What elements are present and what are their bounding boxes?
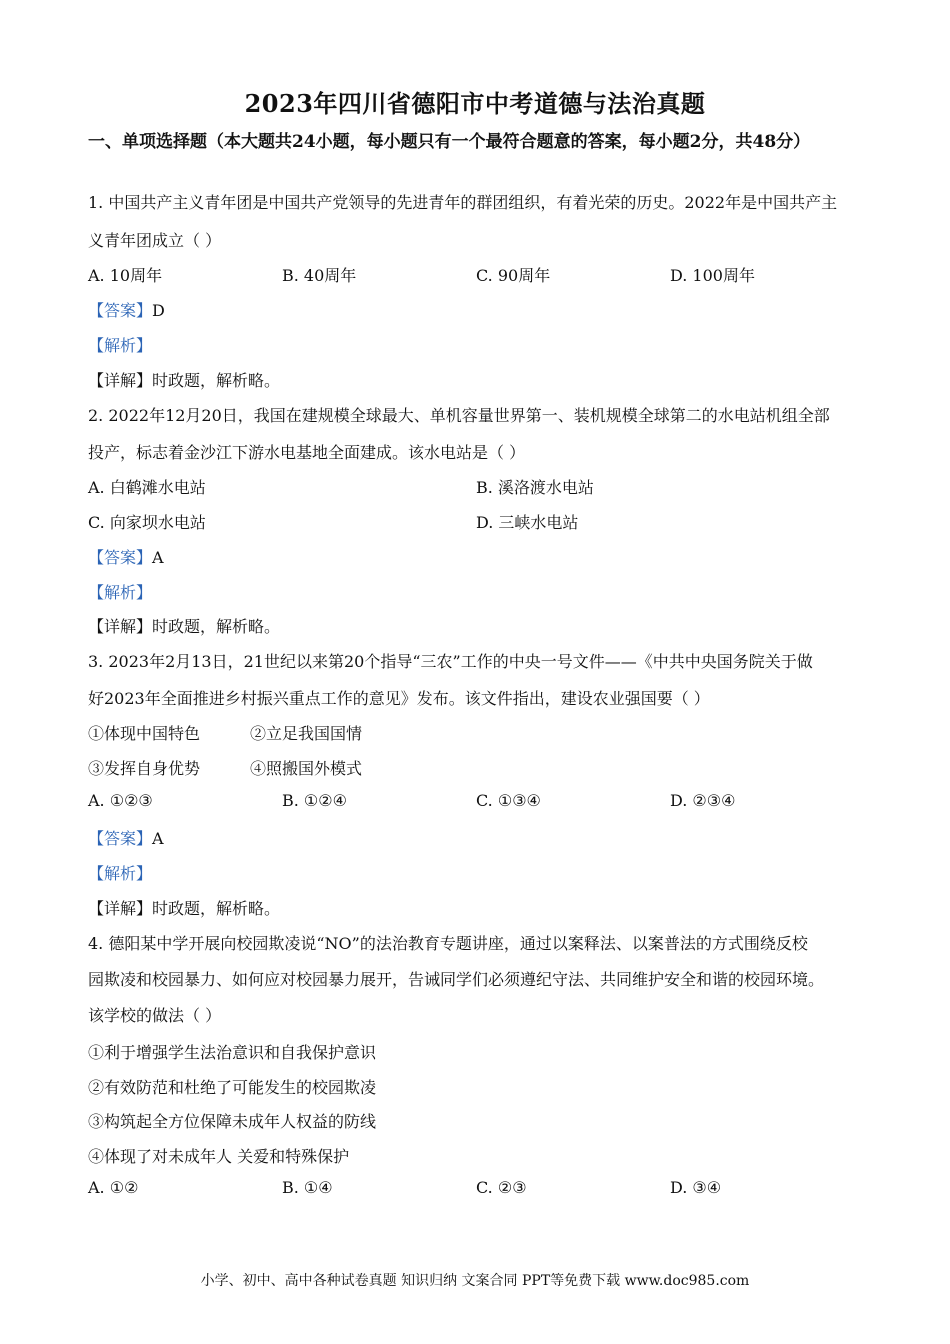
q1-option-d: D. 100周年 — [670, 266, 755, 285]
q3-item-4: ④照搬国外模式 — [250, 759, 363, 778]
q1-answer — [88, 298, 165, 321]
q4-stem-line-2: 园欺凌和校园暴力、如何应对校园暴力展开，告诫同学们必须遵纪守法、共同维护安全和谐的校园环境。 — [88, 970, 825, 989]
detail-tag: 【详解】 — [88, 371, 153, 390]
q4-option-d: D. ③④ — [670, 1178, 722, 1197]
q2-option-c: C. 向家坝水电站 — [88, 513, 206, 532]
q3-option-d: D. ②③④ — [670, 791, 736, 810]
q2-stem-line-1: 2. 2022年12月20日，我国在建规模全球最大、单机容量世界第一、装机规模全球第二的水电站机组全部 — [88, 406, 830, 425]
q1-option-c: C. 90周年 — [476, 266, 551, 285]
q1-detail-text: 时政题，解析略。 — [152, 371, 281, 390]
q4-option-a: A. ①② — [88, 1178, 139, 1197]
answer-tag: 【答案】 — [88, 548, 153, 567]
q4-stem-line-1: 4. 德阳某中学开展向校园欺凌说“NO”的法治教育专题讲座，通过以案释法、以案普法的方式围绕反校 — [88, 934, 808, 953]
page-title: 2023年四川省德阳市中考道德与法治真题 — [244, 89, 706, 118]
q1-stem-line-1: 1. 中国共产主义青年团是中国共产党领导的先进青年的群团组织，有着光荣的历史。2022年是中国共产主 — [88, 193, 838, 212]
section-heading: 一、单项选择题（本大题共24小题，每小题只有一个最符合题意的答案，每小题2分，共48分） — [88, 132, 811, 152]
q2-option-b: B. 溪洛渡水电站 — [476, 478, 594, 497]
q3-answer-value: A — [152, 829, 164, 848]
q2-detail-text: 时政题，解析略。 — [152, 617, 281, 636]
q2-detail — [88, 614, 280, 637]
q4-stem-line-3: 该学校的做法（ ） — [88, 1006, 222, 1025]
q3-answer — [88, 826, 164, 849]
q1-stem-line-2: 义青年团成立（ ） — [88, 231, 222, 250]
detail-tag: 【详解】 — [88, 617, 153, 636]
q3-option-a: A. ①②③ — [88, 791, 153, 810]
q3-option-b: B. ①②④ — [282, 791, 347, 810]
q4-option-c: C. ②③ — [476, 1178, 527, 1197]
q1-analysis-tag: 【解析】 — [88, 336, 153, 355]
q3-option-c: C. ①③④ — [476, 791, 541, 810]
q4-item-3: ③构筑起全方位保障未成年人权益的防线 — [88, 1112, 377, 1131]
q2-option-a: A. 白鹤滩水电站 — [88, 478, 206, 497]
q3-stem-line-2: 好2023年全面推进乡村振兴重点工作的意见》发布。该文件指出，建设农业强国要（ ） — [88, 689, 710, 708]
footer-text: 小学、初中、高中各种试卷真题 知识归纳 文案合同 PPT等免费下载 www.doc985.com — [200, 1273, 750, 1289]
q3-item-3: ③发挥自身优势 — [88, 759, 201, 778]
q3-item-2: ②立足我国国情 — [250, 724, 363, 743]
answer-tag: 【答案】 — [88, 829, 153, 848]
q2-analysis-tag: 【解析】 — [88, 583, 153, 602]
q2-stem-line-2: 投产，标志着金沙江下游水电基地全面建成。该水电站是（ ） — [88, 443, 526, 462]
q1-option-a: A. 10周年 — [88, 266, 163, 285]
q4-item-4: ④体现了对未成年人 关爱和特殊保护 — [88, 1147, 350, 1166]
q2-answer — [88, 545, 164, 568]
q2-answer-value: A — [152, 548, 164, 567]
answer-tag: 【答案】 — [88, 301, 153, 320]
detail-tag: 【详解】 — [88, 899, 153, 918]
q3-item-1: ①体现中国特色 — [88, 724, 201, 743]
q4-item-2: ②有效防范和杜绝了可能发生的校园欺凌 — [88, 1078, 377, 1097]
q2-option-d: D. 三峡水电站 — [476, 513, 579, 532]
q1-detail — [88, 368, 280, 391]
q3-detail-text: 时政题，解析略。 — [152, 899, 281, 918]
q3-analysis-tag: 【解析】 — [88, 864, 153, 883]
q1-answer-value: D — [152, 301, 165, 320]
q4-item-1: ①利于增强学生法治意识和自我保护意识 — [88, 1043, 377, 1062]
q4-option-b: B. ①④ — [282, 1178, 333, 1197]
q3-stem-line-1: 3. 2023年2月13日，21世纪以来第20个指导“三农”工作的中央一号文件——《中共中央国务院关于做 — [88, 652, 813, 671]
q3-detail — [88, 896, 280, 919]
q1-option-b: B. 40周年 — [282, 266, 357, 285]
